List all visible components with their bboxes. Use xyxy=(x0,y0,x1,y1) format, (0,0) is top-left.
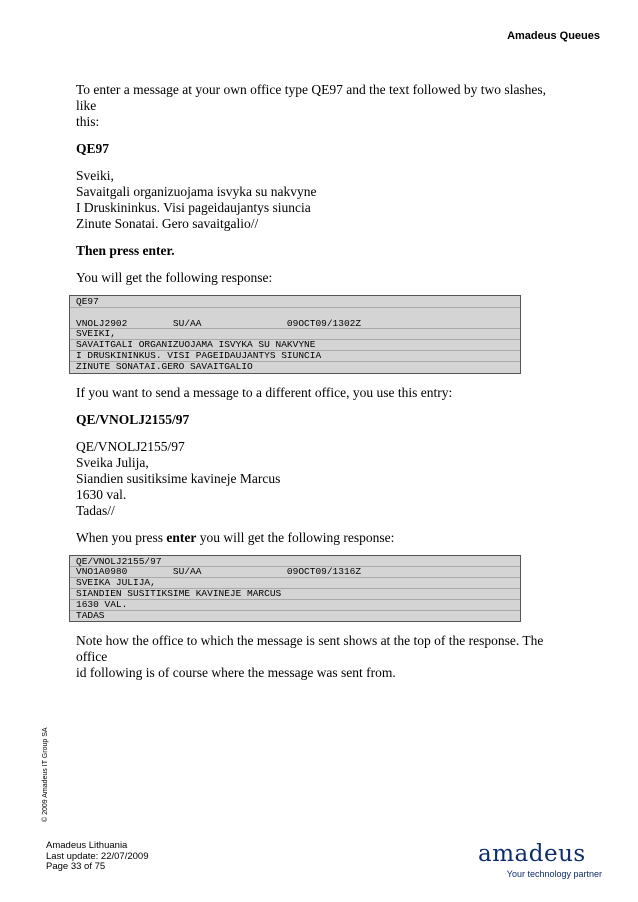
terminal-line: SAVAITGALI ORGANIZUOJAMA ISVYKA SU NAKVYNE xyxy=(70,340,520,351)
terminal-line: ZINUTE SONATAI.GERO SAVAITGALIO xyxy=(76,360,253,372)
intro-line-2: this: xyxy=(76,114,100,129)
response-intro: You will get the following response: xyxy=(76,270,273,285)
terminal-line: VNOLJ2902 SU/AA 09OCT09/1302Z xyxy=(70,319,520,330)
terminal-line: VNO1A0980 SU/AA 09OCT09/1316Z xyxy=(70,567,520,578)
amadeus-logo xyxy=(478,842,606,882)
when-press-bold: enter xyxy=(166,529,197,545)
terminal-response-1 xyxy=(69,295,521,374)
then-press-enter: Then press enter. xyxy=(76,243,175,258)
command-qe-vnolj2155: QE/VNOLJ2155/97 xyxy=(76,411,190,427)
header-title: Amadeus Queues xyxy=(507,30,600,42)
copyright-vertical: © 2009 Amadeus IT Group SA xyxy=(42,727,49,822)
message1-line: Sveiki, xyxy=(76,168,114,183)
note-line-1: Note how the office to which the message is sent shows at the top of the response. The office xyxy=(76,633,544,665)
terminal-response-2 xyxy=(69,555,521,623)
message2-line: Siandien susitiksime kavineje Marcus xyxy=(76,470,281,486)
page-content xyxy=(76,82,556,681)
terminal-line: SIANDIEN SUSITIKSIME KAVINEJE MARCUS xyxy=(70,589,520,600)
footer-company: Amadeus Lithuania xyxy=(46,840,128,851)
message2-line: 1630 val. xyxy=(76,486,127,502)
message1-line: I Druskininkus. Visi pageidaujantys siuncia xyxy=(76,200,311,215)
command-qe97: QE97 xyxy=(76,141,110,156)
message2-line: Sveika Julija, xyxy=(76,454,149,470)
message1-line: Savaitgali organizuojama isvyka su nakvyne xyxy=(76,184,317,199)
terminal-line: I DRUSKININKUS. VISI PAGEIDAUJANTYS SIUNCIA xyxy=(70,351,520,362)
terminal-line: SVEIKA JULIJA, xyxy=(70,578,520,589)
note-line-2: id following is of course where the message was sent from. xyxy=(76,665,396,681)
intro-line-1: To enter a message at your own office type QE97 and the text followed by two slashes, like xyxy=(76,82,547,113)
footer-page: Page 33 of 75 xyxy=(46,861,106,872)
terminal-line: SVEIKI, xyxy=(70,329,520,340)
message2-line: QE/VNOLJ2155/97 xyxy=(76,438,185,454)
logo-tagline: Your technology partner xyxy=(506,869,602,879)
different-office-text: If you want to send a message to a different office, you use this entry: xyxy=(76,384,453,400)
when-press-after: you will get the following response: xyxy=(196,529,395,545)
when-press-before: When you press xyxy=(76,529,167,545)
message2-line: Tadas// xyxy=(76,502,115,518)
terminal-line: 1630 VAL. xyxy=(70,600,520,611)
logo-wordmark: amadeus xyxy=(478,841,586,867)
message1-line: Zinute Sonatai. Gero savaitgalio// xyxy=(76,216,259,231)
terminal-line: QE97 xyxy=(70,297,520,308)
footer-updated: Last update: 22/07/2009 xyxy=(46,850,149,862)
terminal-line: QE/VNOLJ2155/97 xyxy=(70,557,520,568)
terminal-line xyxy=(70,308,520,319)
when-press-enter xyxy=(76,530,556,546)
terminal-line: TADAS xyxy=(76,609,105,621)
footer xyxy=(46,841,148,873)
